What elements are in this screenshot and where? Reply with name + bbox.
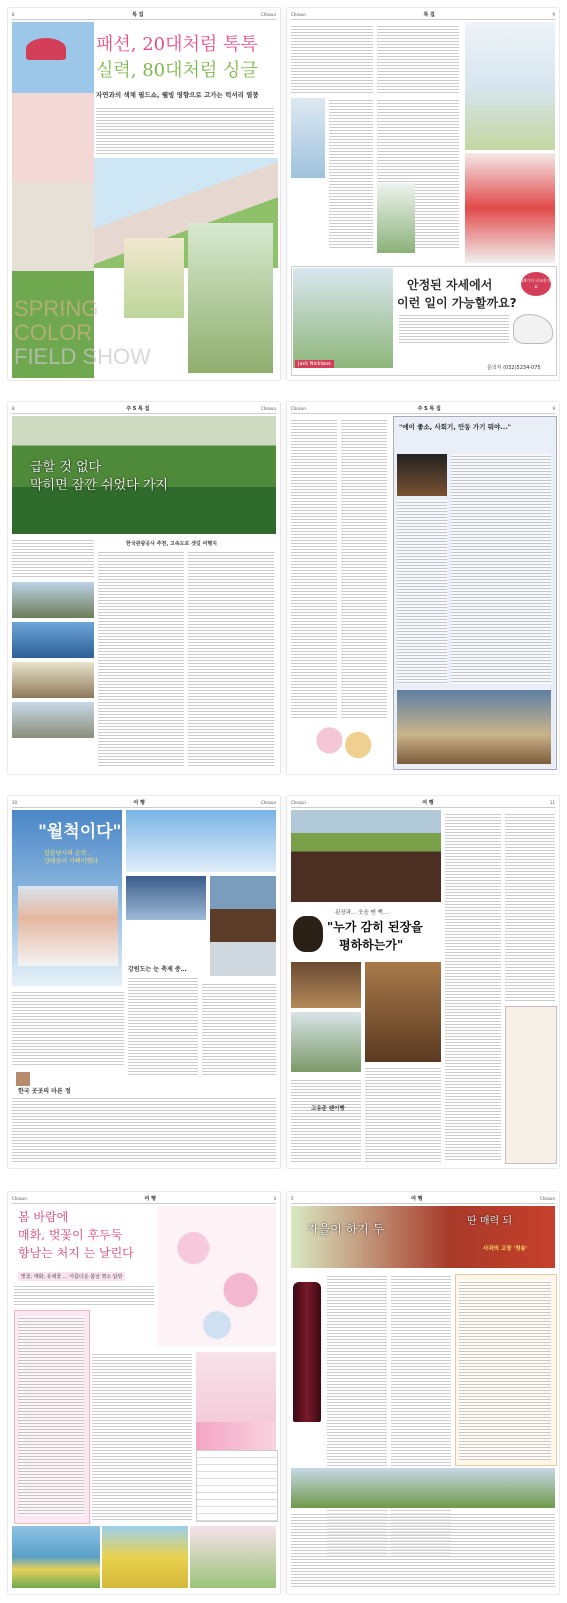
article-col-4 <box>12 1096 276 1162</box>
page-ice-fishing <box>8 796 280 1168</box>
fashion-models-top <box>465 22 555 150</box>
travel-photo-2 <box>12 622 94 658</box>
travel-photo-3 <box>12 662 94 698</box>
rapeseed-photo <box>102 1526 188 1588</box>
travel-photo-4 <box>12 702 94 738</box>
wine-bottle-photo <box>293 1282 321 1422</box>
article-col-2 <box>202 982 276 1076</box>
brand-logo: Chosun <box>261 800 276 805</box>
subhead: 한국관광공사 추천, 고속도로 샛길 여행지 <box>126 541 217 547</box>
left-sub-line2: 강태공이 기뻐이했다 <box>44 858 99 865</box>
crowd-photo <box>397 690 551 764</box>
left-box: 한국 곳곳의 마른 정 <box>18 1088 71 1095</box>
ad-golfer-legs-photo <box>293 268 393 368</box>
jars-field-photo <box>291 810 441 902</box>
page-header <box>12 10 276 20</box>
spread-spring-blossom <box>8 1192 559 1594</box>
page-number: 5 <box>291 1196 294 1201</box>
page-number: 8 <box>12 12 15 17</box>
page-fashion-right <box>287 8 559 380</box>
article-col-1 <box>128 976 198 1076</box>
article-col-1 <box>291 24 373 94</box>
doenjang-photo-1 <box>291 962 361 1008</box>
spread-winter-travel <box>8 796 559 1168</box>
apple-orchard-photo <box>291 1206 555 1268</box>
page-header <box>291 10 555 20</box>
festival-photo <box>397 454 447 496</box>
article-col-1 <box>291 1078 361 1162</box>
section-label: 특 집 <box>423 12 435 18</box>
brand-logo: Chosun <box>12 1196 27 1201</box>
brand-logo: Chosun <box>291 800 306 805</box>
brand-logo: Chosun <box>291 406 306 411</box>
article-col-4 <box>505 812 555 1002</box>
right-title-2: 딴 매력 되 <box>467 1216 512 1227</box>
sidebar-text <box>451 454 551 684</box>
brand-logo: Chosun <box>540 1196 555 1201</box>
left-title: "월척이다" <box>38 822 122 842</box>
article-col-2 <box>365 1066 441 1162</box>
info-box-text <box>18 1316 84 1516</box>
author-photo <box>16 1072 30 1086</box>
right-title-line1: "누가 감히 된장을 <box>327 920 423 934</box>
article-body <box>96 106 274 156</box>
page-header <box>291 404 555 414</box>
page-number: 9 <box>552 12 555 17</box>
orchard-bottom-photo <box>291 1468 555 1508</box>
brand-logo: Chosun <box>291 12 306 17</box>
watermark-line3: FIELD SHOW <box>14 344 151 369</box>
article-col-3 <box>12 990 124 1066</box>
page-doenjang <box>287 796 559 1168</box>
page-header <box>12 1194 276 1204</box>
section-label: 여 행 <box>422 800 434 806</box>
greenhouse-photo <box>291 1012 361 1072</box>
sidebar-quote: "에이 좋소, 사회기, 안동 가기 뭐야..." <box>399 423 512 431</box>
man-golfer-photo <box>188 223 273 373</box>
intro-text <box>12 538 94 578</box>
page-fashion-left <box>8 8 280 380</box>
fashion-model-man <box>291 98 325 178</box>
article-col-1 <box>98 550 184 768</box>
spread-travel-highway <box>8 402 559 774</box>
page-header <box>291 1194 555 1204</box>
section-label: 주 5 특 집 <box>126 406 150 412</box>
page-highway-right <box>287 402 559 774</box>
info-table <box>196 1450 278 1522</box>
section-label: 여 행 <box>411 1196 423 1202</box>
article-col-2 <box>92 1352 192 1522</box>
brand-logo: Chosun <box>261 406 276 411</box>
page-number: 4 <box>273 1196 276 1201</box>
page-number: 8 <box>12 406 15 411</box>
watermark-line1: SPRING <box>14 296 99 321</box>
left-title-line2: 매화, 벚꽃이 후두둑 <box>18 1228 123 1242</box>
ad-badge: 10가지 비교분석표 <box>521 272 551 296</box>
winter-photo-stack <box>210 876 276 976</box>
left-mid: 강원도는 눈 축제 중… <box>128 966 187 973</box>
ad-brand: Jack Nicklaus <box>295 360 334 368</box>
left-sub: 벚꽃, 매화, 유채꽃 … 아름다운 봄날 명소 탐방 <box>18 1272 125 1281</box>
page-header <box>291 798 555 808</box>
island-photo <box>12 1526 100 1588</box>
headline-line1: 패션, 20대처럼 톡톡 <box>96 34 258 55</box>
headline-line1: 급할 것 없다 <box>30 460 102 475</box>
section-label: 여 행 <box>144 1196 156 1202</box>
ice-castle-photo <box>126 810 276 872</box>
ad-title-line2: 이런 일이 가능할까요? <box>397 296 517 310</box>
headline-line2: 막히면 잠깐 쉬었다 가지 <box>30 478 168 493</box>
doenjang-photo-2 <box>365 962 441 1062</box>
fashion-models-bottom <box>465 153 555 263</box>
blossom-branch-illustration <box>158 1206 276 1346</box>
jar-photo <box>293 916 323 952</box>
page-highway-left <box>8 402 280 774</box>
crowd-ice-photo <box>126 876 206 920</box>
travel-photo-1 <box>12 582 94 618</box>
page-blossom <box>8 1192 280 1594</box>
article-col-3 <box>445 812 501 1162</box>
section-label: 여 행 <box>133 800 145 806</box>
blossom-pink-photo <box>196 1422 276 1450</box>
page-apple-cheongsong <box>287 1192 559 1594</box>
right-box: 고유준 팬이빵 <box>311 1106 345 1112</box>
page-header <box>12 798 276 808</box>
subhead: 자연과의 색채 필드쇼, 웰빙 영향으로 고가는 럭셔리 열풍 <box>96 91 259 99</box>
article-col-2 <box>377 24 459 94</box>
left-sub-line1: 얼음낚시의 손맛… <box>44 850 93 857</box>
left-title-line3: 향남는 처지 는 날린다 <box>18 1246 134 1260</box>
ad-title-line1: 안정된 자세에서 <box>407 278 493 292</box>
right-title: 가을이 하기 두 <box>307 1222 385 1236</box>
right-title-line2: 평하하는가" <box>339 938 404 952</box>
right-sub: 사과의 고장 '청송' <box>483 1246 528 1252</box>
sidebar-text <box>459 1280 551 1460</box>
sidebar-text-2 <box>397 500 447 684</box>
blossom-illustration <box>291 722 387 768</box>
section-label: 주 5 특 집 <box>417 406 441 412</box>
page-number: 11 <box>549 800 555 805</box>
ad-body <box>399 313 509 343</box>
fishing-people-photo <box>18 886 118 966</box>
fashion-model-woman <box>377 183 415 253</box>
spread-fashion <box>8 8 559 380</box>
article-col-3 <box>329 98 373 248</box>
article-col-2 <box>341 418 387 718</box>
article-col-1 <box>291 418 337 718</box>
intro-text <box>14 1284 154 1306</box>
left-title-line1: 봄 바람에 <box>18 1210 69 1224</box>
ad-phone: 문의처 (032)5234-075 <box>487 365 541 371</box>
page-number: 9 <box>552 406 555 411</box>
article-col-2 <box>188 550 274 768</box>
section-label: 특 집 <box>132 12 144 18</box>
page-header <box>12 404 276 414</box>
woman-sitting-photo <box>124 238 184 318</box>
blossom-road-photo <box>190 1526 276 1588</box>
article-col-3 <box>291 1512 555 1588</box>
brand-logo: Chosun <box>261 12 276 17</box>
sidebar-box <box>505 1006 557 1164</box>
headline-line2: 실력, 80대처럼 싱글 <box>96 60 258 81</box>
golf-hat-shape <box>26 38 66 60</box>
watermark-line2: COLOR <box>14 320 93 345</box>
page-number: 10 <box>12 800 18 805</box>
right-kicker: 된장과… 웃음 맨 뻑… <box>335 910 389 916</box>
